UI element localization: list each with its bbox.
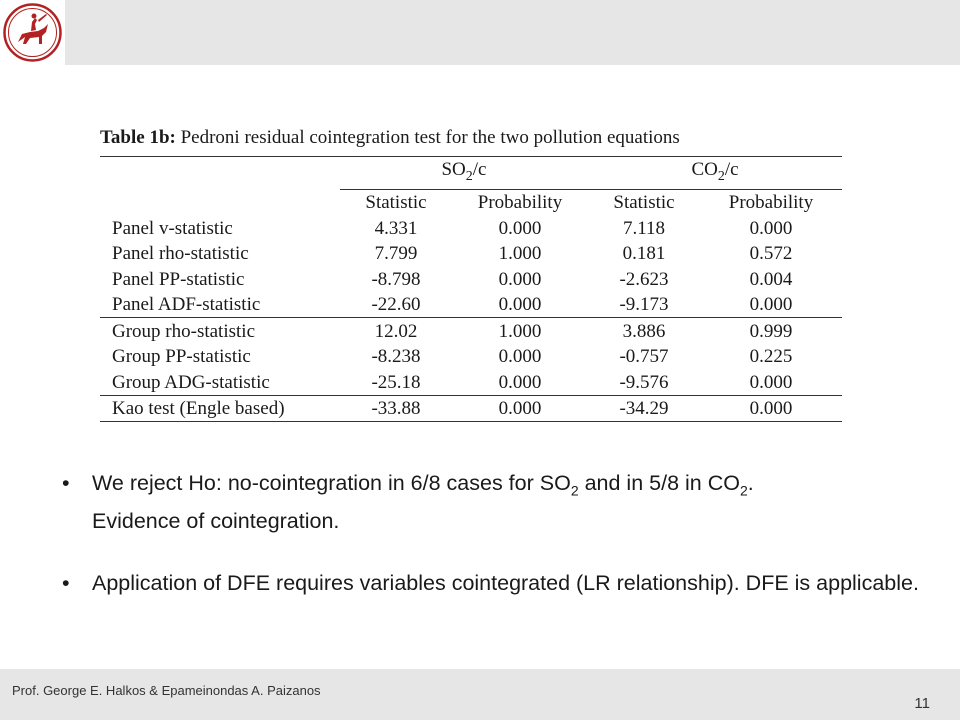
col-header: Probability: [477, 192, 563, 214]
cell: -33.88: [340, 395, 452, 422]
col-header: Statistic: [613, 192, 675, 214]
cell: 0.181: [622, 243, 666, 265]
table-row: [100, 241, 842, 267]
table-group-header-row: [100, 157, 842, 190]
cell: 0.000: [498, 268, 542, 290]
bullet-dot-icon: •: [62, 571, 70, 596]
bullet-list: [62, 468, 922, 630]
cell: 0.000: [749, 294, 793, 316]
row-label: Group PP-statistic: [112, 346, 251, 368]
pedroni-table: [100, 156, 842, 422]
header-bar: [0, 0, 960, 65]
cell: 0.000: [749, 217, 793, 239]
footer-authors: Prof. George E. Halkos & Epameinondas A. Paizanos: [12, 683, 321, 698]
group-header-co2: $CO_2/c$: [588, 157, 842, 190]
table-row: [100, 215, 842, 241]
cell: 7.799: [374, 243, 418, 265]
row-label: Panel ADF-statistic: [112, 294, 261, 316]
cell: 0.000: [498, 371, 542, 393]
bullet-text: We reject Ho: no-cointegration in 6/8 cases for $SO_2$ and in 5/8 in $CO_2$. Evidence of cointegration.: [92, 471, 754, 534]
col-header: Probability: [728, 192, 814, 214]
cell: 0.000: [498, 346, 542, 368]
cell: -9.173: [619, 294, 669, 316]
row-label: Group rho-statistic: [100, 318, 340, 344]
cell: 3.886: [588, 318, 700, 344]
table-row: [100, 344, 842, 370]
bullet-text: Application of DFE requires variables cointegrated (LR relationship). DFE is applicable.: [92, 571, 919, 596]
cell: 0.572: [749, 243, 793, 265]
bullet-item: [62, 468, 922, 537]
cell: -22.60: [371, 294, 421, 316]
cointegration-table-section: [100, 120, 860, 422]
cell: 12.02: [340, 318, 452, 344]
cell: -25.18: [371, 371, 421, 393]
row-label: Kao test (Engle based): [100, 395, 340, 422]
cell: 0.000: [452, 395, 588, 422]
cell: 0.004: [749, 268, 793, 290]
page-number: 11: [914, 695, 930, 712]
cell: 1.000: [498, 243, 542, 265]
cell: -9.576: [619, 371, 669, 393]
university-logo: [0, 0, 65, 65]
cell: 0.000: [498, 217, 542, 239]
cell: -0.757: [619, 346, 669, 368]
cell: 0.225: [749, 346, 793, 368]
table-row: [100, 318, 842, 344]
row-label: Panel PP-statistic: [112, 268, 245, 290]
table-title: [100, 120, 860, 156]
empty-corner: [100, 157, 340, 190]
cell: 7.118: [622, 217, 666, 239]
row-label: Panel rho-statistic: [112, 243, 249, 265]
table-row: [100, 369, 842, 395]
cell: 0.999: [700, 318, 842, 344]
cell: -8.798: [371, 268, 421, 290]
table-title-label: Table 1b:: [100, 127, 176, 148]
table-row: [100, 292, 842, 318]
table-row: [100, 395, 842, 422]
cell: -2.623: [619, 268, 669, 290]
cell: 0.000: [749, 371, 793, 393]
bullet-item: [62, 568, 922, 599]
cell: -34.29: [588, 395, 700, 422]
col-header: Statistic: [365, 192, 427, 214]
horseman-logo-icon: [2, 2, 63, 63]
cell: 1.000: [452, 318, 588, 344]
table-subheader-row: [100, 189, 842, 215]
cell: 4.331: [374, 217, 418, 239]
cell: 0.000: [700, 395, 842, 422]
table-title-text: Pedroni residual cointegration test for the two pollution equations: [180, 127, 680, 148]
cell: -8.238: [371, 346, 421, 368]
bullet-dot-icon: •: [62, 471, 70, 495]
footer-bar: [0, 669, 960, 720]
cell: 0.000: [498, 294, 542, 316]
row-label: Panel v-statistic: [112, 217, 233, 239]
row-label: Group ADG-statistic: [112, 371, 270, 393]
group-header-so2: $SO_2/c$: [340, 157, 588, 190]
table-row: [100, 266, 842, 292]
